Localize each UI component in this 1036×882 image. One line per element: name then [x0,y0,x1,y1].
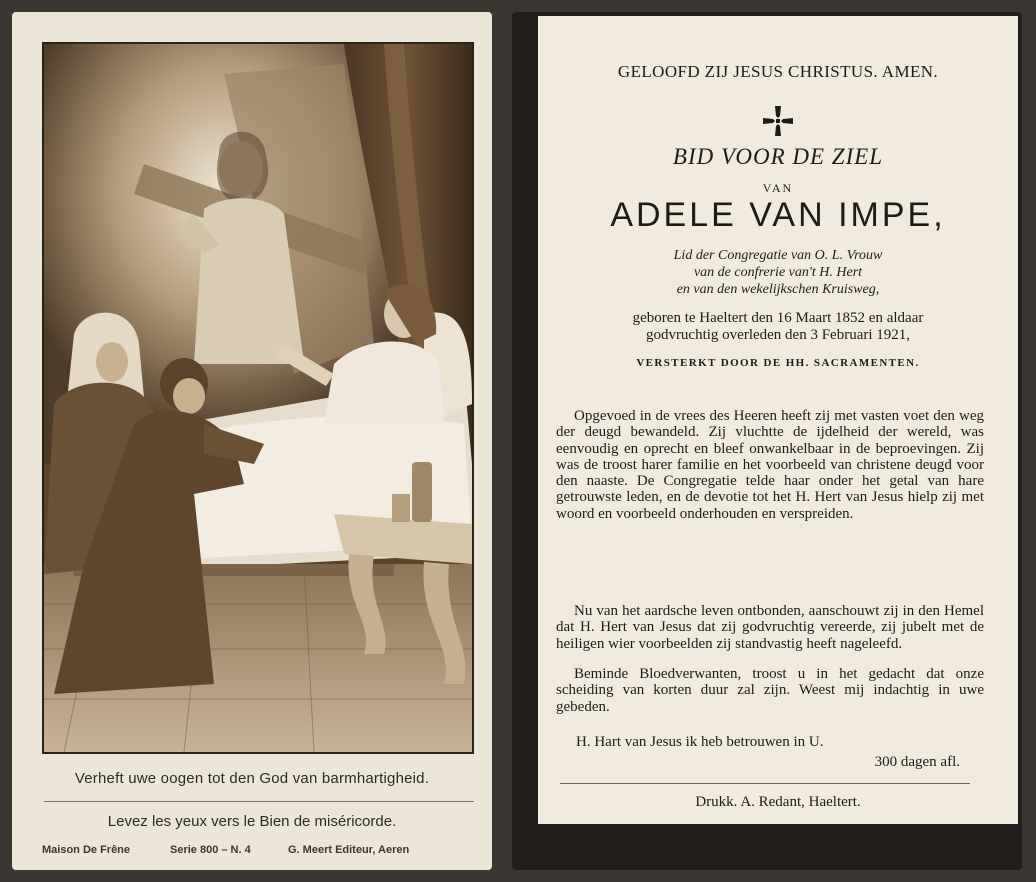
membership-line: en van den wekelijkschen Kruisweg, [676,282,880,297]
printer-line: Drukk. A. Redant, Haeltert. [695,794,861,810]
editor-name: G. Meert Editeur, Aeren [288,844,410,856]
paragraph: Opgevoed in de vrees des Heeren heeft zij met vasten voet den weg der deugd bewandeld. Zij vluchtte de ijdelheid der wereld, was eenvoudig en oprecht en bleef onwankelbaar in de beproevingen. Zij was de troost harer familie en het voorbeeld van christene deugd voor den naaste. De Congregatie telde haar onder het getal van hare getrouwste leden, en de devotie tot het H. Hert van Jesus hielp zij met woord en voorbeeld onderhouden en verspreiden. [556,408,984,522]
prayer-line: H. Hart van Jesus ik heb betrouwen in U. [576,734,824,750]
indulgence-line: 300 dagen afl. [874,754,960,770]
membership-line: van de confrerie van't H. Hert [693,265,863,280]
publisher-name: Maison De Frêne [42,844,131,856]
cross-icon [538,100,1018,140]
sacraments-line: VERSTERKT DOOR DE HH. SACRAMENTEN. [636,357,920,369]
series-number: Serie 800 – N. 4 [170,844,251,856]
prayer-card-front [12,12,492,870]
divider [44,801,474,802]
paragraph: Beminde Bloedverwanten, troost u in het gedacht dat onze scheiding van korten duur zal zijn. Weest mij indachtig in uwe gebeden. [556,666,984,715]
van-label: VAN [762,181,794,195]
bid-voor-heading: BID VOOR DE ZIEL [672,144,884,169]
deceased-name: ADELE VAN IMPE, [610,196,946,234]
caption-french: Levez les yeux vers le Bien de miséricorde. [107,813,397,830]
devotional-illustration [42,42,474,754]
death-line: godvruchtig overleden den 3 Februari 1921, [645,327,911,343]
header-line: GELOOFD ZIJ JESUS CHRISTUS. AMEN. [617,62,939,81]
paragraph: Nu van het aardsche leven ontbonden, aanschouwt zij in den Hemel dat H. Hert van Jesus dat zij godvruchtig vereerde, zij jubelt met de heiligen wier voorbeelden zij standvastig heeft nageleefd. [556,603,984,652]
divider [560,783,970,784]
deathbed-scene-image [44,44,472,752]
caption-dutch: Verheft uwe oogen tot den God van barmhartigheid. [74,770,430,787]
membership-line: Lid der Congregatie van O. L. Vrouw [673,248,883,263]
birth-line: geboren te Haeltert den 16 Maart 1852 en aldaar [632,310,924,326]
memorial-text-panel [538,16,1018,824]
